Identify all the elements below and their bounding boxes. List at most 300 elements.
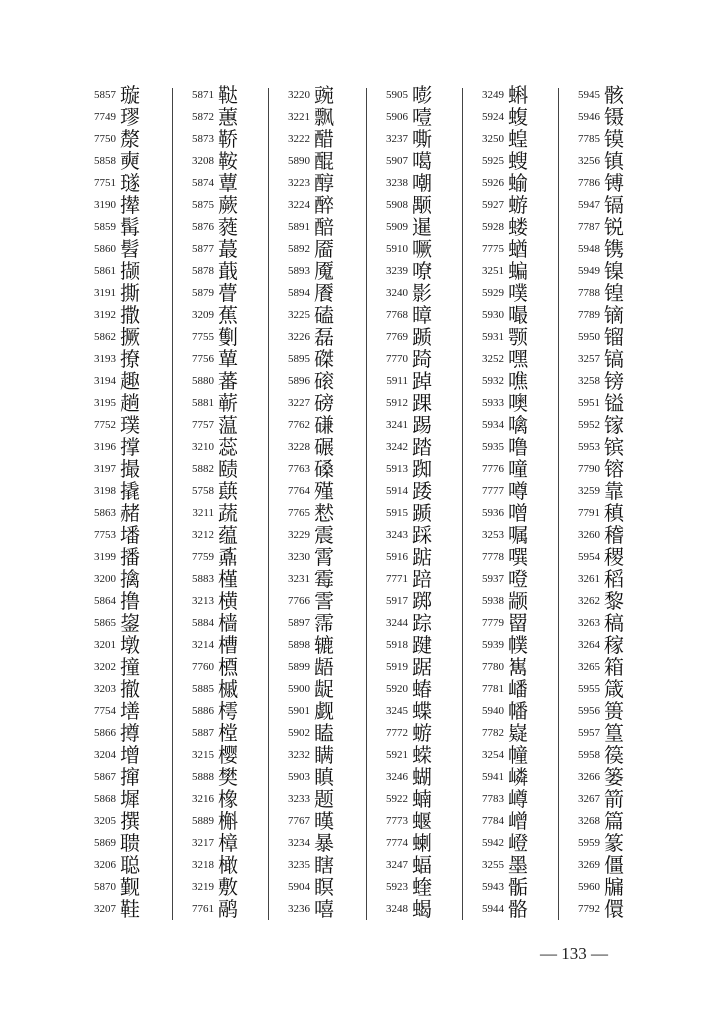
entry-character: 噇 [508, 457, 528, 481]
dictionary-entry [84, 260, 164, 282]
entry-character: 碾 [314, 435, 334, 459]
entry-character: 撤 [120, 677, 140, 701]
entry-code: 5891 [288, 221, 310, 233]
entry-character: 踮 [412, 545, 432, 569]
entry-code: 7753 [94, 529, 116, 541]
entry-code: 5857 [94, 89, 116, 101]
entry-character: 蝶 [412, 699, 432, 723]
entry-character: 槿 [218, 567, 238, 591]
entry-character: 噌 [508, 501, 528, 525]
entry-code: 3238 [386, 177, 408, 189]
entry-code: 5948 [578, 243, 600, 255]
dictionary-entry [278, 590, 358, 612]
entry-character: 蕴 [218, 523, 238, 547]
entry-code: 3229 [288, 529, 310, 541]
entry-column [278, 84, 358, 920]
dictionary-entry [472, 480, 552, 502]
entry-character: 嘲 [412, 171, 432, 195]
dictionary-entry [568, 634, 648, 656]
dictionary-entry [278, 172, 358, 194]
dictionary-entry [84, 634, 164, 656]
dictionary-entry [278, 128, 358, 150]
dictionary-entry [278, 194, 358, 216]
entry-character: 播 [120, 545, 140, 569]
entry-character: 蕨 [218, 193, 238, 217]
entry-character: 龉 [314, 655, 334, 679]
entry-code: 5920 [386, 683, 408, 695]
entry-code: 7783 [482, 793, 504, 805]
entry-code: 5945 [578, 89, 600, 101]
entry-code: 7767 [288, 815, 310, 827]
entry-character: 篁 [604, 721, 624, 745]
entry-code: 3259 [578, 485, 600, 497]
dictionary-entry [568, 128, 648, 150]
entry-code: 5890 [288, 155, 310, 167]
dictionary-entry [472, 436, 552, 458]
entry-code: 5868 [94, 793, 116, 805]
dictionary-entry [472, 744, 552, 766]
entry-code: 7749 [94, 111, 116, 123]
dictionary-entry [568, 524, 648, 546]
entry-code: 5878 [192, 265, 214, 277]
entry-character: 樯 [218, 611, 238, 635]
entry-code: 7785 [578, 133, 600, 145]
entry-code: 5874 [192, 177, 214, 189]
dictionary-entry [182, 150, 262, 172]
entry-code: 5881 [192, 397, 214, 409]
dictionary-entry [278, 898, 358, 920]
entry-code: 3226 [288, 331, 310, 343]
entry-character: 璞 [120, 413, 140, 437]
dictionary-entry [84, 414, 164, 436]
entry-character: 奭 [120, 149, 140, 173]
entry-character: 蕙 [218, 105, 238, 129]
dictionary-entry [376, 612, 456, 634]
entry-code: 5864 [94, 595, 116, 607]
dictionary-entry [376, 458, 456, 480]
entry-code: 3269 [578, 859, 600, 871]
entry-code: 5861 [94, 265, 116, 277]
dictionary-entry [568, 502, 648, 524]
entry-character: 镑 [604, 369, 624, 393]
entry-code: 3225 [288, 309, 310, 321]
entry-code: 5935 [482, 441, 504, 453]
entry-code: 5900 [288, 683, 310, 695]
column-divider [462, 88, 463, 920]
entry-character: 赭 [120, 501, 140, 525]
dictionary-entry [278, 106, 358, 128]
dictionary-entry [568, 150, 648, 172]
entry-character: 罶 [508, 611, 528, 635]
entry-character: 磊 [314, 325, 334, 349]
entry-character: 蕃 [218, 369, 238, 393]
entry-character: 镕 [604, 457, 624, 481]
dictionary-entry [84, 84, 164, 106]
entry-code: 3197 [94, 463, 116, 475]
entry-code: 3268 [578, 815, 600, 827]
entry-code: 3199 [94, 551, 116, 563]
entry-character: 觐 [120, 875, 140, 899]
entry-character: 嘻 [314, 897, 334, 921]
dictionary-entry [568, 84, 648, 106]
dictionary-entry [568, 788, 648, 810]
entry-character: 影 [412, 281, 432, 305]
entry-character: 魇 [314, 259, 334, 283]
entry-code: 5905 [386, 89, 408, 101]
dictionary-entry [376, 876, 456, 898]
dictionary-entry [84, 216, 164, 238]
entry-code: 7779 [482, 617, 504, 629]
dictionary-entry [278, 238, 358, 260]
entry-character: 僵 [604, 853, 624, 877]
entry-code: 7790 [578, 463, 600, 475]
dictionary-entry [568, 898, 648, 920]
entry-character: 镔 [604, 435, 624, 459]
dictionary-entry [278, 436, 358, 458]
entry-code: 3201 [94, 639, 116, 651]
entry-code: 5940 [482, 705, 504, 717]
entry-character: 聩 [120, 831, 140, 855]
dictionary-entry [182, 590, 262, 612]
dictionary-entry [568, 722, 648, 744]
dictionary-entry [84, 546, 164, 568]
entry-character: 篓 [604, 765, 624, 789]
entry-code: 5879 [192, 287, 214, 299]
entry-character: 稹 [604, 501, 624, 525]
dictionary-entry [182, 326, 262, 348]
entry-code: 7761 [192, 903, 214, 915]
entry-character: 瞢 [218, 281, 238, 305]
entry-code: 5869 [94, 837, 116, 849]
entry-character: 槭 [218, 677, 238, 701]
entry-character: 噶 [412, 149, 432, 173]
dictionary-entry [182, 480, 262, 502]
dictionary-entry [84, 590, 164, 612]
dictionary-entry [472, 414, 552, 436]
dictionary-entry [84, 348, 164, 370]
entry-character: 醋 [314, 127, 334, 151]
entry-character: 瞎 [314, 853, 334, 877]
dictionary-entry [472, 634, 552, 656]
entry-code: 3257 [578, 353, 600, 365]
dictionary-entry [472, 810, 552, 832]
entry-code: 3196 [94, 441, 116, 453]
entry-code: 5883 [192, 573, 214, 585]
entry-character: 箭 [604, 787, 624, 811]
entry-character: 稽 [604, 523, 624, 547]
entry-code: 3248 [386, 903, 408, 915]
dictionary-entry [568, 854, 648, 876]
entry-character: 踪 [412, 611, 432, 635]
dictionary-entry [278, 546, 358, 568]
entry-code: 5860 [94, 243, 116, 255]
entry-code: 5758 [192, 485, 214, 497]
entry-code: 5956 [578, 705, 600, 717]
dictionary-entry [376, 370, 456, 392]
entry-code: 5865 [94, 617, 116, 629]
entry-character: 镉 [604, 193, 624, 217]
dictionary-entry [182, 502, 262, 524]
dictionary-entry [182, 370, 262, 392]
dictionary-entry [472, 216, 552, 238]
entry-character: 餍 [314, 281, 334, 305]
dictionary-entry [278, 502, 358, 524]
entry-code: 7789 [578, 309, 600, 321]
entry-code: 7770 [386, 353, 408, 365]
entry-code: 5870 [94, 881, 116, 893]
entry-character: 醇 [314, 171, 334, 195]
dictionary-entry [568, 260, 648, 282]
dictionary-entry [182, 458, 262, 480]
entry-code: 3267 [578, 793, 600, 805]
dictionary-entry [182, 898, 262, 920]
dictionary-entry [472, 172, 552, 194]
entry-code: 7759 [192, 551, 214, 563]
entry-character: 辘 [314, 633, 334, 657]
dictionary-entry [472, 524, 552, 546]
dictionary-entry [278, 392, 358, 414]
entry-code: 3261 [578, 573, 600, 585]
entry-code: 3222 [288, 133, 310, 145]
entry-code: 5867 [94, 771, 116, 783]
entry-character: 霈 [314, 611, 334, 635]
dictionary-entry [376, 832, 456, 854]
entry-character: 墩 [120, 633, 140, 657]
entry-code: 7772 [386, 727, 408, 739]
entry-code: 7768 [386, 309, 408, 321]
dictionary-entry [84, 832, 164, 854]
entry-character: 璆 [120, 105, 140, 129]
entry-character: 聪 [120, 853, 140, 877]
dictionary-entry [84, 238, 164, 260]
entry-code: 3208 [192, 155, 214, 167]
entry-code: 3204 [94, 749, 116, 761]
dictionary-entry [568, 370, 648, 392]
dictionary-entry [278, 348, 358, 370]
entry-code: 5897 [288, 617, 310, 629]
entry-code: 5922 [386, 793, 408, 805]
entry-character: 蕰 [218, 413, 238, 437]
dictionary-entry [568, 326, 648, 348]
entry-character: 磙 [314, 369, 334, 393]
dictionary-entry [84, 766, 164, 788]
entry-code: 3245 [386, 705, 408, 717]
dictionary-entry [278, 414, 358, 436]
entry-character: 幡 [508, 699, 528, 723]
dictionary-entry [278, 810, 358, 832]
dictionary-entry [182, 766, 262, 788]
entry-character: 骼 [508, 897, 528, 921]
entry-character: 噢 [508, 391, 528, 415]
dictionary-entry [376, 436, 456, 458]
entry-character: 嘿 [508, 347, 528, 371]
entry-code: 3236 [288, 903, 310, 915]
entry-character: 霅 [314, 589, 334, 613]
entry-character: 镏 [604, 325, 624, 349]
entry-character: 蝘 [412, 809, 432, 833]
entry-character: 稷 [604, 545, 624, 569]
entry-code: 3227 [288, 397, 310, 409]
entry-column [84, 84, 164, 920]
dictionary-entry [278, 788, 358, 810]
dictionary-entry [376, 788, 456, 810]
entry-character: 鹝 [218, 897, 238, 921]
entry-code: 7763 [288, 463, 310, 475]
dictionary-entry [472, 326, 552, 348]
entry-code: 7787 [578, 221, 600, 233]
entry-character: 蝴 [412, 765, 432, 789]
entry-code: 3258 [578, 375, 600, 387]
dictionary-entry [568, 678, 648, 700]
entry-code: 5960 [578, 881, 600, 893]
dictionary-entry [376, 854, 456, 876]
entry-character: 撩 [120, 347, 140, 371]
entry-code: 5958 [578, 749, 600, 761]
dictionary-entry [376, 678, 456, 700]
entry-character: 颙 [412, 193, 432, 217]
entry-character: 嶒 [508, 809, 528, 833]
dictionary-entry [376, 634, 456, 656]
entry-character: 踟 [412, 457, 432, 481]
entry-character: 蕺 [218, 259, 238, 283]
entry-code: 3212 [192, 529, 214, 541]
entry-character: 撬 [120, 479, 140, 503]
dictionary-entry [472, 128, 552, 150]
entry-code: 5873 [192, 133, 214, 145]
entry-code: 5909 [386, 221, 408, 233]
entry-character: 靠 [604, 479, 624, 503]
entry-code: 5876 [192, 221, 214, 233]
entry-character: 嶓 [508, 677, 528, 701]
entry-code: 5926 [482, 177, 504, 189]
entry-character: 槱 [218, 655, 238, 679]
entry-character: 箴 [604, 677, 624, 701]
entry-code: 7781 [482, 683, 504, 695]
entry-code: 3239 [386, 265, 408, 277]
entry-code: 3218 [192, 859, 214, 871]
entry-character: 稿 [604, 611, 624, 635]
entry-code: 7762 [288, 419, 310, 431]
dictionary-entry [376, 260, 456, 282]
dictionary-entry [376, 546, 456, 568]
dictionary-entry [472, 656, 552, 678]
entry-code: 3231 [288, 573, 310, 585]
entry-character: 嶟 [508, 787, 528, 811]
entry-code: 3243 [386, 529, 408, 541]
entry-code: 3202 [94, 661, 116, 673]
entry-code: 3190 [94, 199, 116, 211]
entry-character: 锐 [604, 215, 624, 239]
entry-code: 5863 [94, 507, 116, 519]
entry-character: 踯 [412, 589, 432, 613]
entry-code: 3220 [288, 89, 310, 101]
entry-code: 3264 [578, 639, 600, 651]
dictionary-entry [182, 832, 262, 854]
entry-character: 霉 [314, 567, 334, 591]
entry-code: 5934 [482, 419, 504, 431]
entry-character: 踒 [412, 479, 432, 503]
entry-code: 5903 [288, 771, 310, 783]
entry-character: 蝼 [508, 215, 528, 239]
entry-code: 3256 [578, 155, 600, 167]
entry-character: 蝌 [508, 83, 528, 107]
entry-code: 3205 [94, 815, 116, 827]
dictionary-entry [182, 238, 262, 260]
entry-code: 3251 [482, 265, 504, 277]
entry-character: 撺 [120, 765, 140, 789]
entry-code: 5899 [288, 661, 310, 673]
entry-character: 蝻 [412, 787, 432, 811]
entry-code: 3260 [578, 529, 600, 541]
entry-character: 蝣 [508, 193, 528, 217]
dictionary-entry [472, 700, 552, 722]
dictionary-entry [84, 194, 164, 216]
entry-character: 醅 [314, 215, 334, 239]
entry-character: 踝 [412, 391, 432, 415]
dictionary-entry [84, 722, 164, 744]
entry-code: 5911 [386, 375, 408, 387]
dictionary-entry [568, 810, 648, 832]
entry-code: 5907 [386, 155, 408, 167]
entry-character: 暵 [314, 809, 334, 833]
entry-code: 3249 [482, 89, 504, 101]
entry-code: 3215 [192, 749, 214, 761]
dictionary-entry [472, 238, 552, 260]
entry-code: 3247 [386, 859, 408, 871]
entry-code: 3191 [94, 287, 116, 299]
entry-code: 5901 [288, 705, 310, 717]
entry-character: 噜 [508, 435, 528, 459]
entry-code: 5895 [288, 353, 310, 365]
page-number: — 133 — [540, 944, 608, 963]
entry-character: 蕞 [218, 237, 238, 261]
entry-code: 3262 [578, 595, 600, 607]
entry-code: 3252 [482, 353, 504, 365]
entry-character: 鼒 [218, 545, 238, 569]
entry-code: 7773 [386, 815, 408, 827]
dictionary-entry [376, 414, 456, 436]
entry-code: 5877 [192, 243, 214, 255]
entry-code: 5937 [482, 573, 504, 585]
entry-character: 踬 [412, 325, 432, 349]
dictionary-entry [182, 172, 262, 194]
entry-character: 蕤 [218, 215, 238, 239]
dictionary-entry [84, 700, 164, 722]
entry-code: 7755 [192, 331, 214, 343]
entry-code: 5928 [482, 221, 504, 233]
dictionary-entry [84, 502, 164, 524]
dictionary-entry [84, 612, 164, 634]
entry-character: 撮 [120, 457, 140, 481]
entry-code: 5902 [288, 727, 310, 739]
dictionary-entry [472, 84, 552, 106]
entry-character: 鞋 [120, 897, 140, 921]
dictionary-entry [568, 568, 648, 590]
dictionary-entry [278, 370, 358, 392]
entry-character: 磕 [314, 303, 334, 327]
entry-code: 5892 [288, 243, 310, 255]
entry-code: 3233 [288, 793, 310, 805]
entry-character: 蝣 [412, 721, 432, 745]
dictionary-entry [376, 656, 456, 678]
entry-character: 噎 [412, 105, 432, 129]
dictionary-entry [568, 436, 648, 458]
entry-character: 靥 [314, 237, 334, 261]
entry-code: 5885 [192, 683, 214, 695]
entry-code: 5936 [482, 507, 504, 519]
entry-character: 醉 [314, 193, 334, 217]
entry-character: 樘 [218, 721, 238, 745]
